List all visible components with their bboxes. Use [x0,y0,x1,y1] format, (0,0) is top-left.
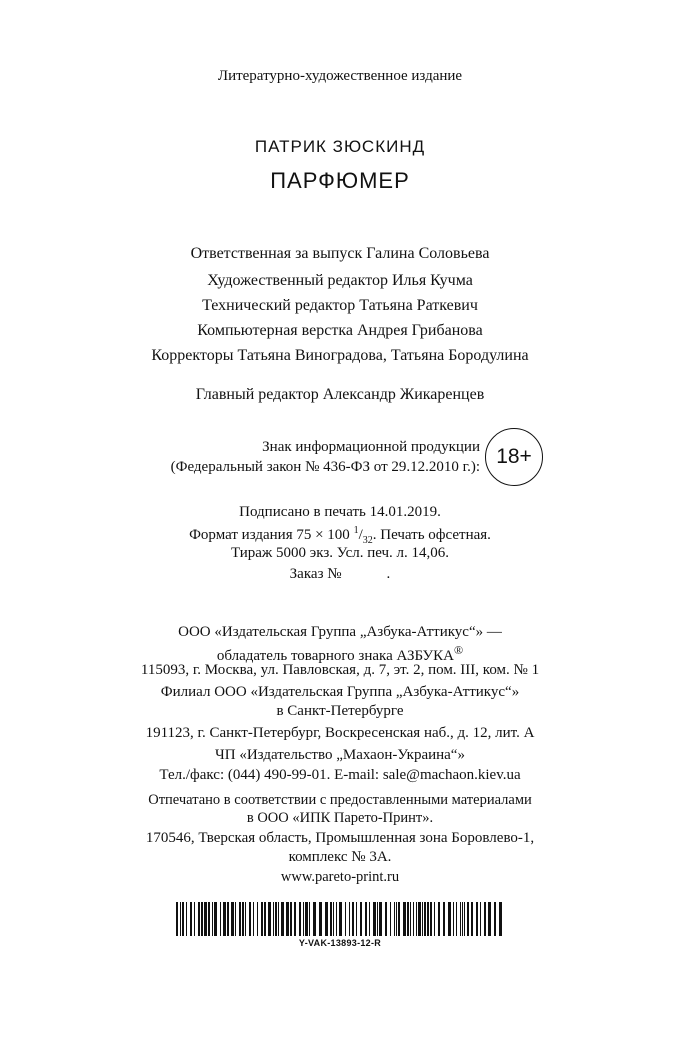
barcode-bar [253,902,254,936]
barcode-bar [190,902,192,936]
format-denominator: 32 [362,535,373,546]
barcode-bar [464,902,465,936]
ukraine-publisher: ЧП «Издательство „Махаон-Украина“» [215,747,465,763]
barcode-bar [356,902,357,936]
staff-line: Технический редактор Татьяна Раткевич [202,297,478,314]
signed-date: Подписано в печать 14.01.2019. [239,504,441,520]
barcode-bar [438,902,440,936]
barcode-bar [180,902,181,936]
barcode-bar [231,902,234,936]
barcode-bar [286,902,289,936]
barcode-bar [385,902,387,936]
barcode-bar [281,902,284,936]
barcode-bar [305,902,308,936]
barcode-bar [268,902,271,936]
barcode-bar [403,902,406,936]
barcode-bar [488,902,491,936]
barcode-bar [394,902,395,936]
age-sign-label: Знак информационной продукции [262,439,480,455]
barcode-bar [257,902,258,936]
barcode-bar [186,902,187,936]
barcode-bar [278,902,279,936]
barcode-code: Y-VAK-13893-12-R [298,938,382,948]
barcode-bar [261,902,263,936]
barcode-bar [396,902,397,936]
format-line: Формат издания 75 × 100 $^1/_{32}$. Печать офсетная. [189,525,491,546]
barcode-bar [330,902,332,936]
chief-editor: Главный редактор Александр Жикаренцев [195,386,485,403]
publisher-name: ООО «Издательская Группа „Азбука-Аттикус“» — [178,624,502,640]
barcode-bar [480,902,481,936]
barcode-bar [484,902,486,936]
barcode-bar [410,902,411,936]
ukraine-contacts: Тел./факс: (044) 490-99-01. E-mail: sale@machaon.kiev.ua [159,767,521,783]
barcode-bar [336,902,337,936]
printer-name: в ООО «ИПК Парето-Принт». [246,810,434,826]
barcode-bar [352,902,354,936]
staff-line: Художественный редактор Илья Кучма [207,272,473,289]
barcode-bar [194,902,195,936]
age-sign-law: (Федеральный закон № 436-ФЗ от 29.12.2010 г.): [170,459,480,475]
barcode-bar [407,902,409,936]
barcode-bar [227,902,229,936]
barcode-bar [460,902,461,936]
barcode-bar [182,902,184,936]
barcode-bar [365,902,367,936]
book-title: ПАРФЮМЕР [270,168,410,193]
barcode-bar [223,902,226,936]
barcode-bar [212,902,213,936]
staff-line: Ответственная за выпуск Галина Соловьева [190,245,490,262]
barcode-bar [413,902,414,936]
barcode-bar [377,902,378,936]
barcode-bar [467,902,469,936]
barcode-bar [242,902,244,936]
barcode-bar [379,902,382,936]
barcode-bar [462,902,463,936]
barcode-bar [360,902,362,936]
barcode-bar [494,902,496,936]
barcode-bar [325,902,328,936]
printer-website: www.pareto-print.ru [280,869,400,885]
barcode-bar [373,902,376,936]
barcode-bar [198,902,200,936]
barcode-bar [235,902,236,936]
edition-type: Литературно-художественное издание [217,68,463,84]
barcode-bar [471,902,473,936]
barcode-bar [214,902,217,936]
barcode-bar [345,902,346,936]
barcode-bar [264,902,266,936]
barcode-bar [499,902,502,936]
barcode-bar [476,902,478,936]
format-prefix: Формат издания 75 × 100 [189,527,354,543]
branch-city: в Санкт-Петербурге [276,703,404,719]
barcode-bar [427,902,429,936]
staff-line: Компьютерная верстка Андрея Грибанова [197,322,483,339]
printer-complex: комплекс № 3А. [288,849,392,865]
publisher-address: 115093, г. Москва, ул. Павловская, д. 7, эт. 2, пом. III, ком. № 1 [140,662,540,678]
barcode-bar [299,902,301,936]
barcode-bar [176,902,178,936]
barcode-bar [448,902,451,936]
barcode-bar [303,902,304,936]
barcode-bar [418,902,421,936]
barcode-bar [369,902,370,936]
barcode-bar [424,902,426,936]
barcode-bar [456,902,457,936]
trademark-text: обладатель товарного знака АЗБУКА [216,648,455,664]
barcode-bar [220,902,221,936]
barcode-bar [349,902,350,936]
barcode-bar [422,902,423,936]
barcode-image [176,902,504,936]
order-number: Заказ № . [289,566,391,582]
branch-name: Филиал ООО «Издательская Группа „Азбука-Аттикус“» [160,684,520,700]
barcode-bar [313,902,316,936]
branch-address: 191123, г. Санкт-Петербург, Воскресенская наб., д. 12, лит. А [145,725,535,741]
barcode-bar [443,902,445,936]
barcode-bar [294,902,296,936]
format-suffix: . Печать офсетная. [372,527,491,543]
barcode-bar [201,902,203,936]
barcode-bar [430,902,432,936]
author-name: ПАТРИК ЗЮСКИНД [254,137,426,156]
barcode-bar [333,902,334,936]
barcode-bar [453,902,454,936]
barcode-bar [290,902,292,936]
printer-address: 170546, Тверская область, Промышленная зона Боровлево-1, [145,830,535,846]
staff-line: Корректоры Татьяна Виноградова, Татьяна Бородулина [151,347,529,364]
age-rating-badge: 18+ [485,428,543,486]
printer-note: Отпечатано в соответствии с предоставленными материалами [148,792,532,808]
barcode-bar [390,902,391,936]
registered-mark: ® [454,643,464,657]
barcode-bar [208,902,210,936]
barcode-bar [339,902,342,936]
barcode-bar [204,902,207,936]
format-numerator: 1 [353,525,359,536]
barcode-bar [416,902,417,936]
barcode-bar [309,902,310,936]
barcode-bar [239,902,241,936]
barcode-bar [319,902,322,936]
barcode-bar [434,902,435,936]
barcode-bar [245,902,246,936]
barcode-bar [249,902,251,936]
barcode-bar [273,902,274,936]
barcode-bar [275,902,277,936]
print-run: Тираж 5000 экз. Усл. печ. л. 14,06. [230,545,450,561]
barcode-bar [398,902,400,936]
